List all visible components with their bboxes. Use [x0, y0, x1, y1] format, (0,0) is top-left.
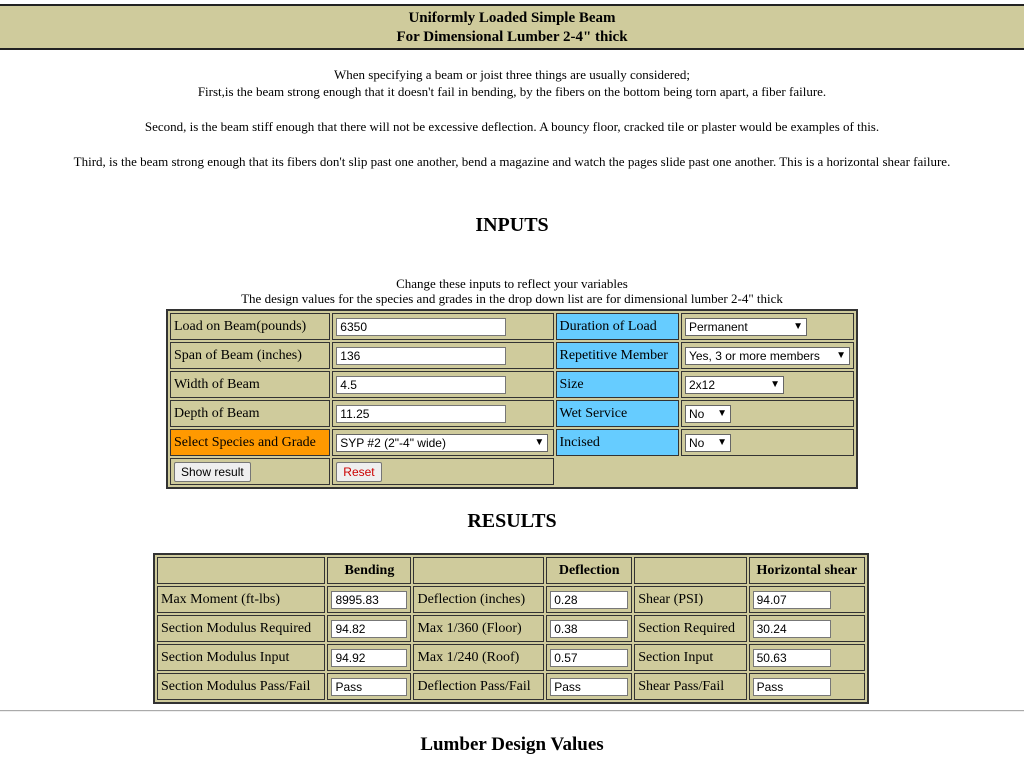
span-label: Span of Beam (inches)	[170, 342, 330, 369]
result-label: Section Modulus Input	[157, 644, 325, 671]
duration-select-value: Permanent	[688, 319, 748, 334]
repetitive-select[interactable]	[685, 347, 850, 365]
result-label: Shear (PSI)	[634, 586, 746, 613]
wet-service-select-value: No	[688, 406, 705, 421]
result-field[interactable]	[753, 649, 831, 667]
result-label: Max 1/240 (Roof)	[413, 644, 544, 671]
table-row	[157, 673, 865, 700]
col-bending: Bending	[327, 557, 411, 584]
intro-line-1: When specifying a beam or joist three things are usually considered;	[334, 67, 690, 82]
empty-cell	[556, 458, 855, 485]
species-select[interactable]	[336, 434, 548, 452]
inputs-table	[166, 309, 858, 489]
header-blank	[157, 557, 325, 584]
result-field[interactable]	[331, 591, 407, 609]
size-select-value: 2x12	[688, 377, 715, 392]
depth-input[interactable]	[336, 405, 506, 423]
reset-button[interactable]: Reset	[336, 462, 381, 482]
result-label: Max Moment (ft-lbs)	[157, 586, 325, 613]
result-field[interactable]	[753, 678, 831, 696]
divider	[0, 710, 1024, 712]
size-label: Size	[556, 371, 679, 398]
incised-select[interactable]	[685, 434, 731, 452]
result-field[interactable]	[550, 591, 628, 609]
table-row	[157, 644, 865, 671]
header-blank	[634, 557, 746, 584]
result-label: Section Modulus Pass/Fail	[157, 673, 325, 700]
result-field[interactable]	[753, 591, 831, 609]
col-deflection: Deflection	[546, 557, 632, 584]
show-result-button[interactable]: Show result	[174, 462, 251, 482]
title-banner	[0, 4, 1024, 50]
wet-service-label: Wet Service	[556, 400, 679, 427]
repetitive-label: Repetitive Member	[556, 342, 679, 369]
lumber-heading: Lumber Design Values	[420, 734, 604, 755]
size-select[interactable]	[685, 376, 784, 394]
repetitive-select-value: Yes, 3 or more members	[688, 348, 820, 363]
intro-line-3: Second, is the beam stiff enough that there will not be excessive deflection. A bouncy floor, cracked tile or plaster would be examples of this.	[144, 119, 880, 134]
duration-select[interactable]	[685, 318, 807, 336]
page-title: Uniformly Loaded Simple Beam	[408, 10, 616, 26]
result-field[interactable]	[753, 620, 831, 638]
result-label: Section Input	[634, 644, 746, 671]
result-label: Deflection Pass/Fail	[413, 673, 544, 700]
span-input[interactable]	[336, 347, 506, 365]
result-label: Deflection (inches)	[413, 586, 544, 613]
header-blank	[413, 557, 544, 584]
result-label: Section Modulus Required	[157, 615, 325, 642]
inputs-note-2: The design values for the species and grades in the drop down list are for dimensional lumber 2-4" thick	[241, 291, 783, 306]
table-row	[157, 586, 865, 613]
load-label: Load on Beam(pounds)	[170, 313, 330, 340]
page-subtitle: For Dimensional Lumber 2-4" thick	[396, 29, 628, 45]
col-horizontal-shear: Horizontal shear	[749, 557, 865, 584]
chevron-down-icon: ▼	[836, 350, 846, 361]
chevron-down-icon: ▼	[770, 379, 780, 390]
chevron-down-icon: ▼	[717, 437, 727, 448]
result-field[interactable]	[550, 620, 628, 638]
result-label: Shear Pass/Fail	[634, 673, 746, 700]
incised-label: Incised	[556, 429, 679, 456]
chevron-down-icon: ▼	[793, 321, 803, 332]
result-field[interactable]	[331, 649, 407, 667]
incised-select-value: No	[688, 435, 705, 450]
width-input[interactable]	[336, 376, 506, 394]
result-label: Section Required	[634, 615, 746, 642]
result-field[interactable]	[550, 678, 628, 696]
species-select-value: SYP #2 (2"-4" wide)	[340, 435, 446, 450]
result-field[interactable]	[331, 678, 407, 696]
load-input[interactable]	[336, 318, 506, 336]
chevron-down-icon: ▼	[717, 408, 727, 419]
results-table	[153, 553, 869, 704]
wet-service-select[interactable]	[685, 405, 731, 423]
result-label: Max 1/360 (Floor)	[413, 615, 544, 642]
chevron-down-icon: ▼	[534, 437, 545, 448]
intro-line-2: First,is the beam strong enough that it doesn't fail in bending, by the fibers on the bottom being torn apart, a fiber failure.	[197, 84, 827, 99]
intro-line-4: Third, is the beam strong enough that its fibers don't slip past one another, bend a magazine and watch the pages slide past one another. This is a horizontal shear failure.	[73, 154, 951, 169]
result-field[interactable]	[331, 620, 407, 638]
table-row	[157, 615, 865, 642]
inputs-heading: INPUTS	[475, 214, 549, 236]
results-heading: RESULTS	[467, 510, 557, 532]
duration-label: Duration of Load	[556, 313, 679, 340]
width-label: Width of Beam	[170, 371, 330, 398]
inputs-note-1: Change these inputs to reflect your variables	[396, 276, 628, 291]
species-label: Select Species and Grade	[170, 429, 330, 456]
result-field[interactable]	[550, 649, 628, 667]
depth-label: Depth of Beam	[170, 400, 330, 427]
